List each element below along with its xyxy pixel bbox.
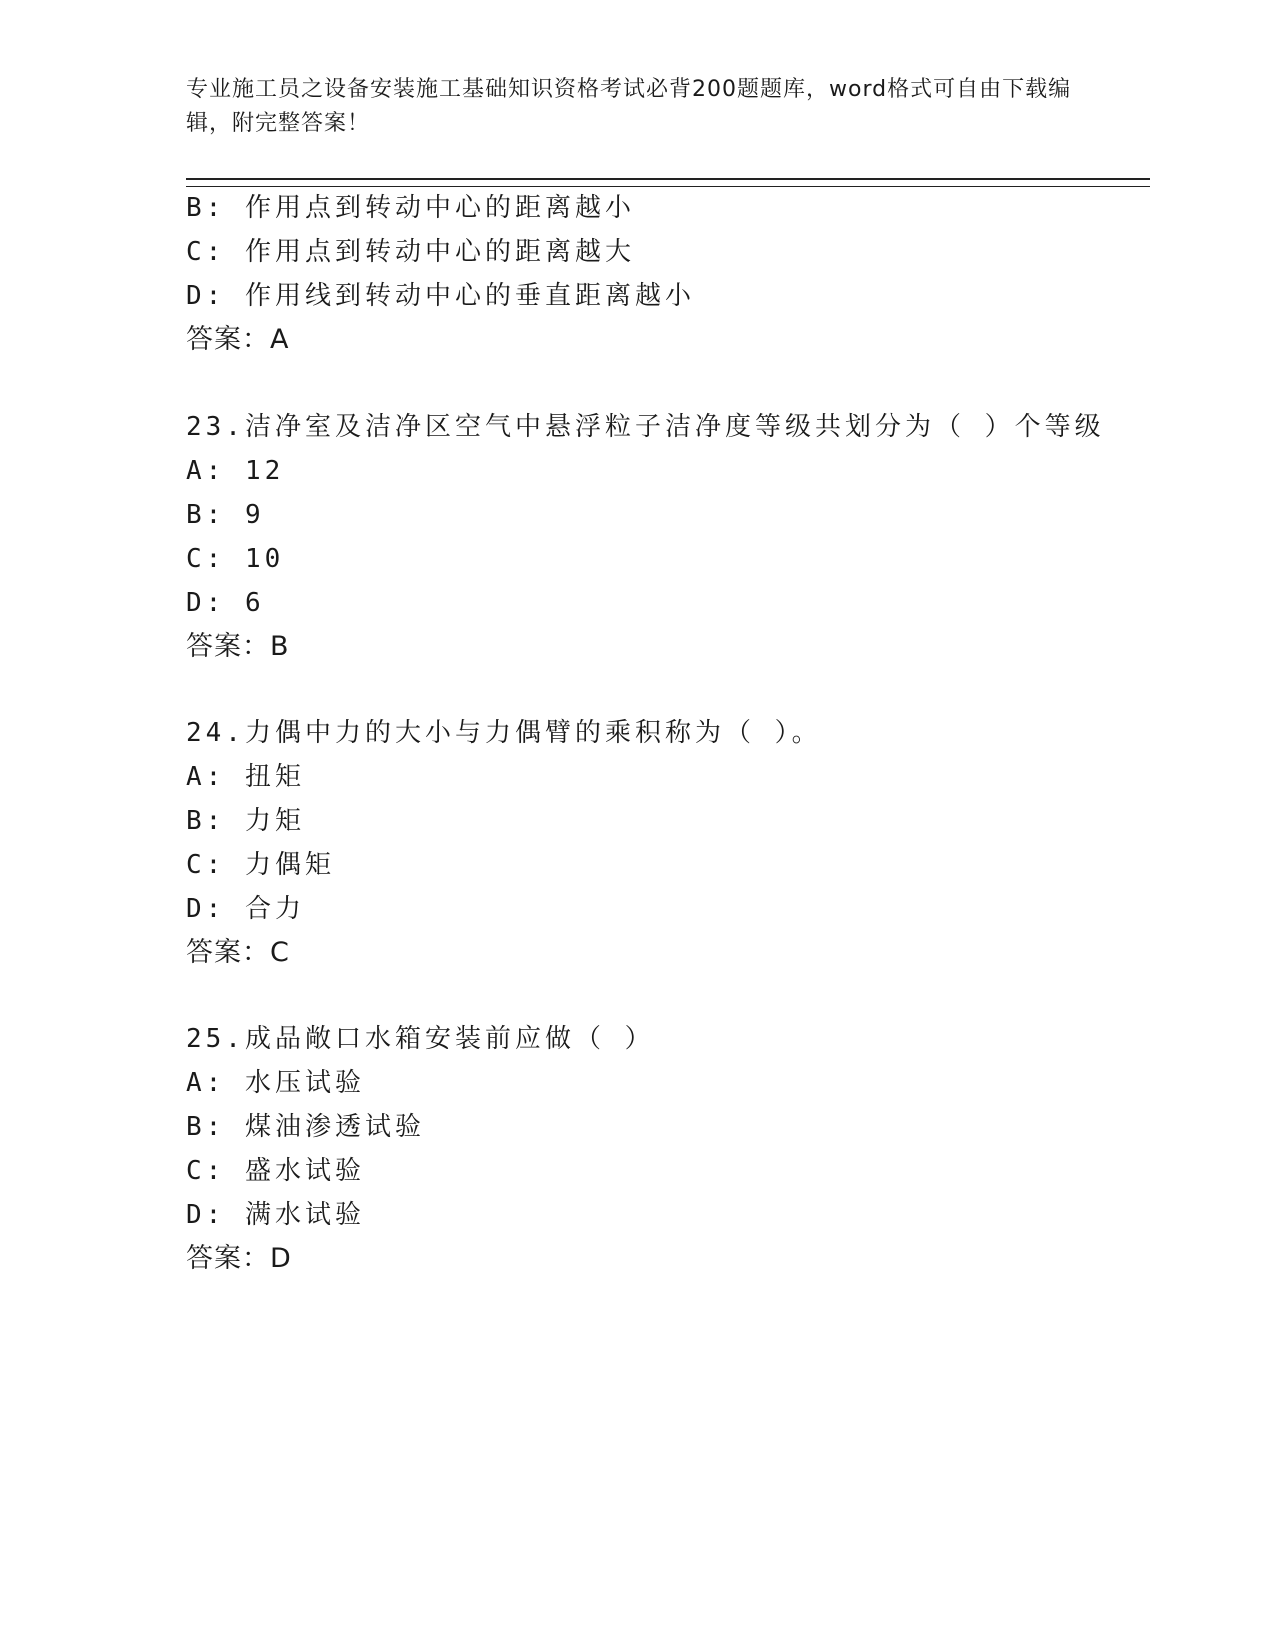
q22-option-d: D: 作用线到转动中心的垂直距离越小 [186,281,695,311]
q23-option-c: C: 10 [186,544,285,574]
q24-option-b: B: 力矩 [186,806,305,836]
q25-answer: 答案：D [186,1243,292,1274]
q23-stem: 23.洁净室及洁净区空气中悬浮粒子洁净度等级共划分为（ ）个等级 [186,412,1105,442]
q25-stem: 25.成品敞口水箱安装前应做（ ） [186,1024,655,1054]
q24-option-c: C: 力偶矩 [186,850,335,880]
q23-answer: 答案：B [186,631,290,662]
document-header: 专业施工员之设备安装施工基础知识资格考试必背200题题库，word格式可自由下载编辑，附完整答案！ [186,77,1072,136]
q24-stem: 24.力偶中力的大小与力偶臂的乘积称为（ ）。 [186,718,822,748]
q24-answer: 答案：C [186,937,290,968]
q24-option-a: A: 扭矩 [186,762,305,792]
q25-option-d: D: 满水试验 [186,1200,365,1230]
q22-option-c: C: 作用点到转动中心的距离越大 [186,237,635,267]
q25-option-b: B: 煤油渗透试验 [186,1112,425,1142]
q25-option-a: A: 水压试验 [186,1068,365,1098]
q23-option-b: B: 9 [186,500,265,530]
q22-option-b: B: 作用点到转动中心的距离越小 [186,193,635,223]
q25-option-c: C: 盛水试验 [186,1156,365,1186]
q23-option-d: D: 6 [186,588,265,618]
q22-answer: 答案：A [186,324,290,355]
q24-option-d: D: 合力 [186,894,305,924]
q23-option-a: A: 12 [186,456,285,486]
